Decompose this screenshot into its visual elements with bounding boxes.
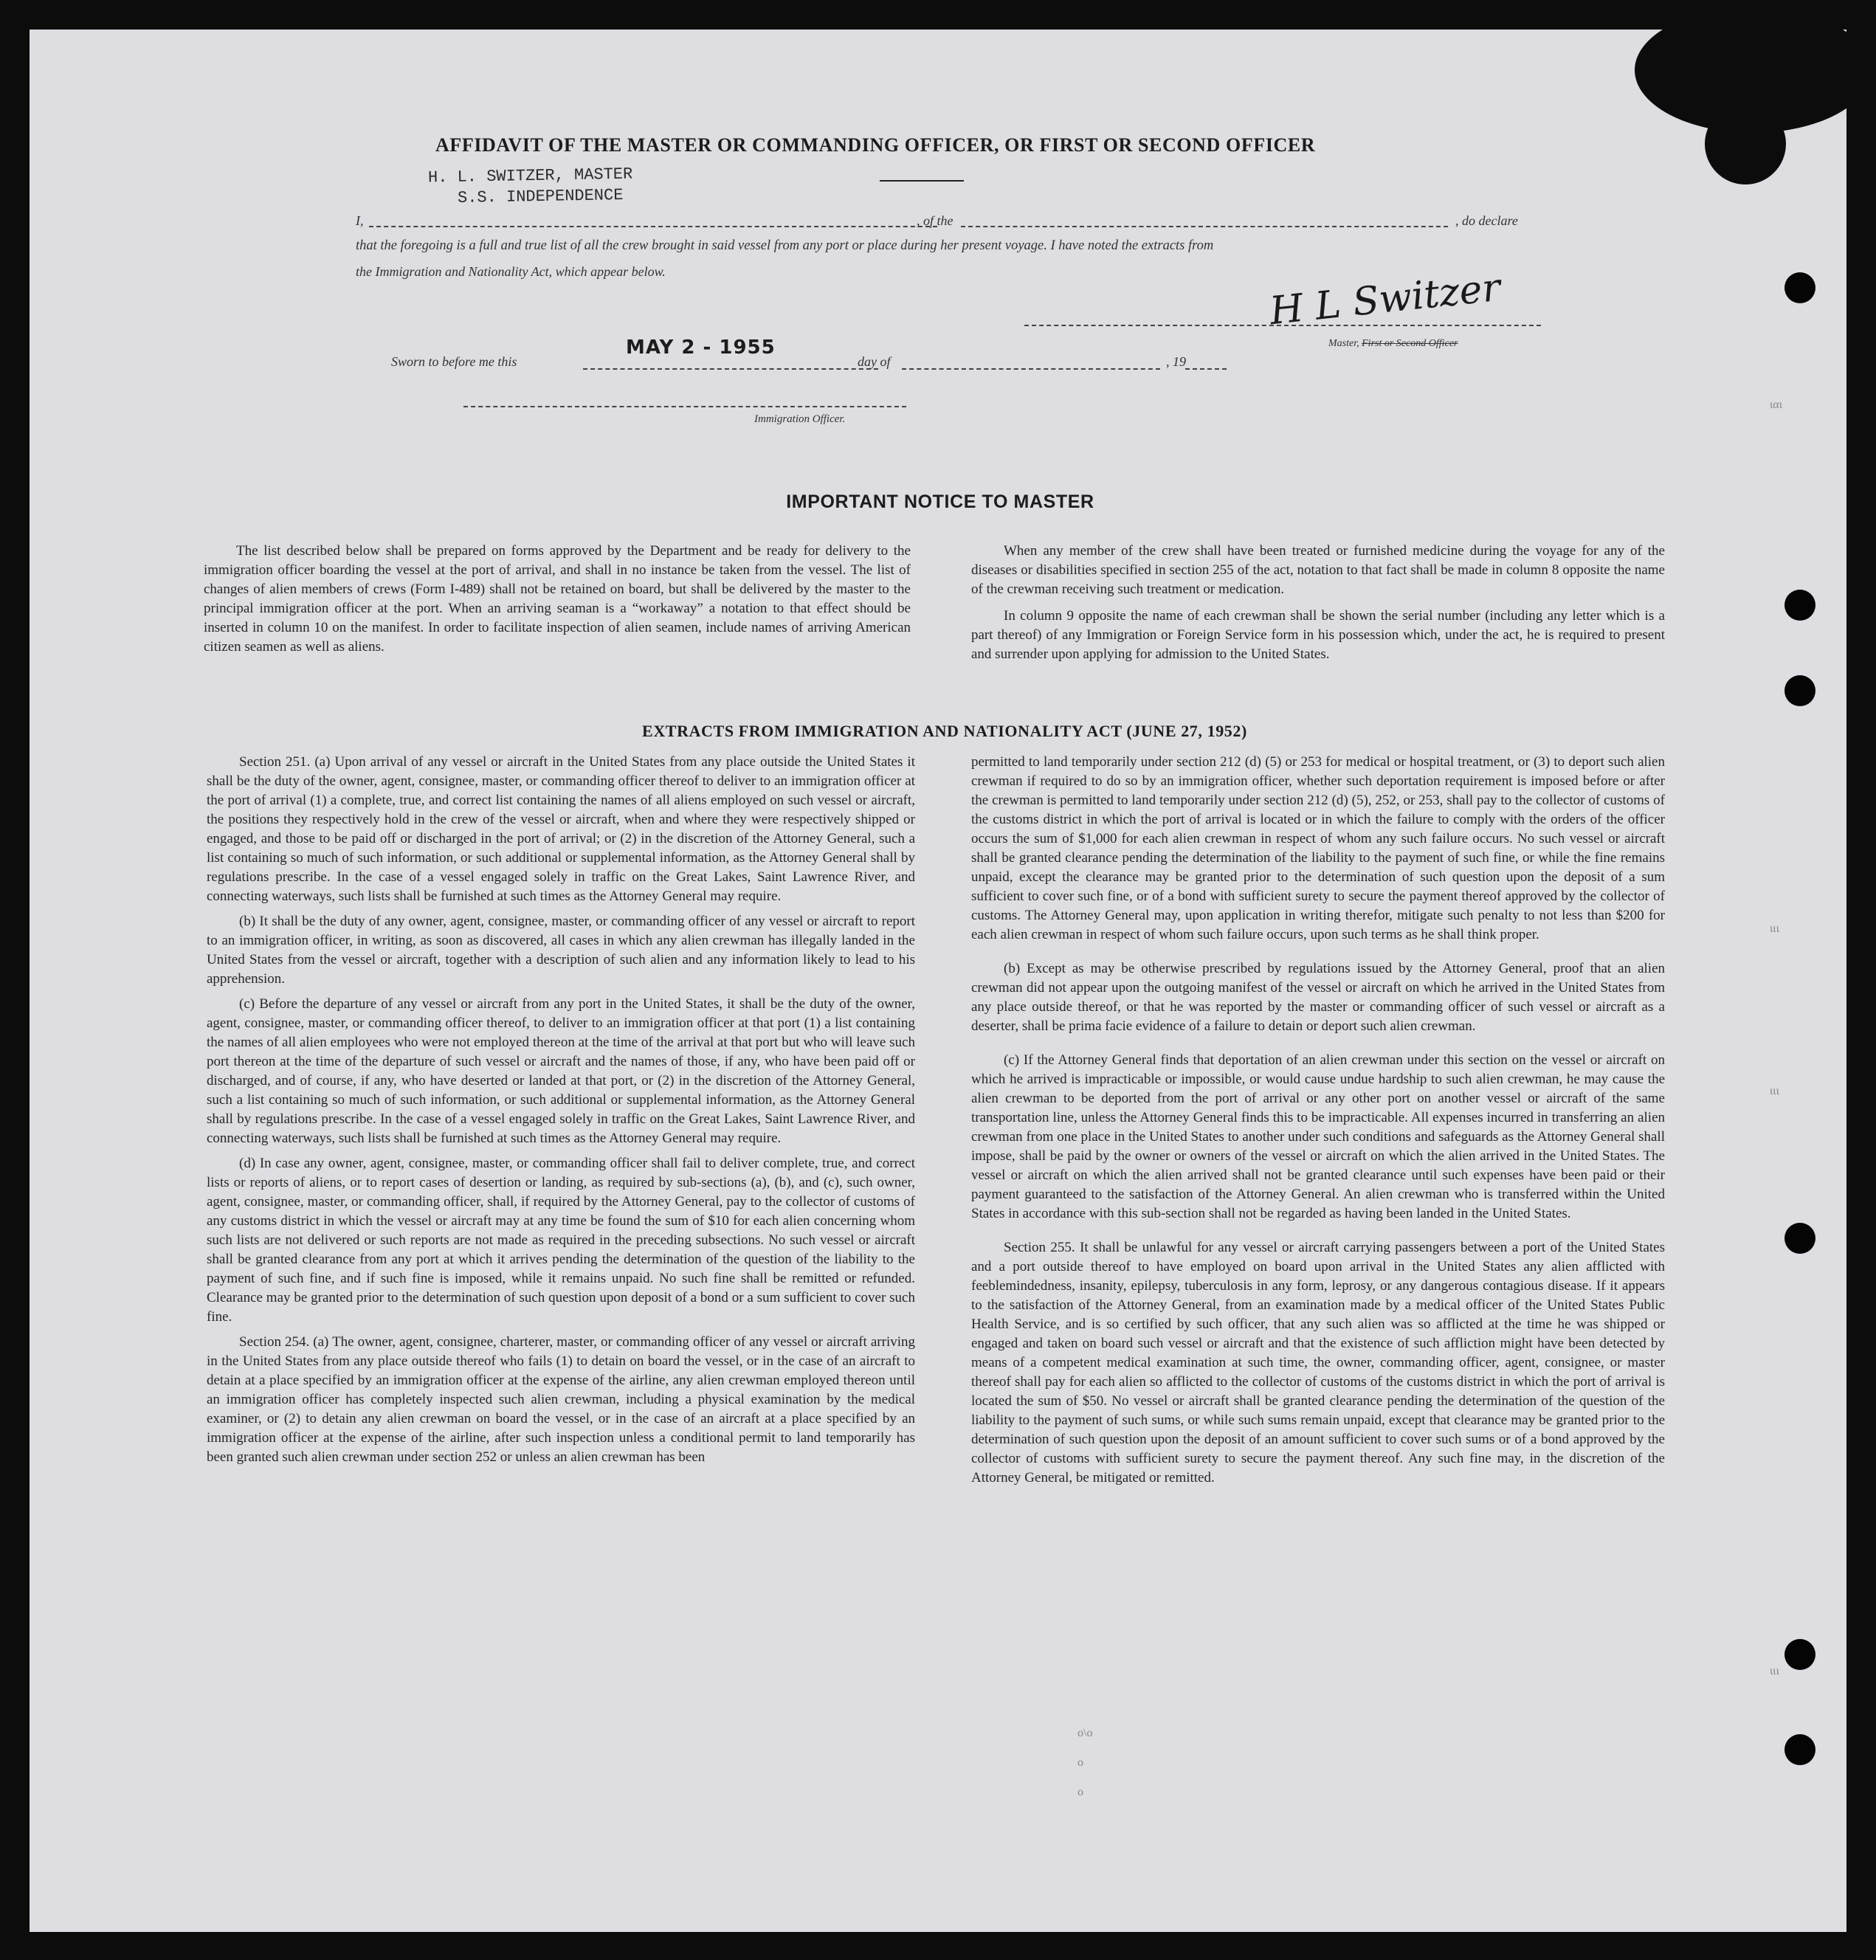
binder-hole [1784,590,1815,621]
declaration-line-2: the Immigration and Nationality Act, which appear below. [356,264,666,279]
extracts-left-column [207,753,915,1473]
binder-hole [1784,675,1815,706]
extract-paragraph: Section 251. (a) Upon arrival of any vessel or aircraft in the United States from any place outside the United States it shall be the duty of the owner, agent, consignee, master, or commanding officer thereof to deliver to an immigration officer at the port of arrival (1) a complete, true, and correct list containing the names of all aliens employed on such vessel or aircraft, the positions they respectively hold in the crew of the vessel or aircraft, when and where they were respectively shipped or engaged, and those to be paid off or discharged in the port of arrival; or (2) in the discretion of the Attorney General, such a list containing so much of such information, or such additional or supplemental information, as the Attorney General shall by regulations prescribe. In the case of a vessel engaged solely in traffic on the Great Lakes, Saint Lawrence River, and connecting waterways, such lists shall be furnished at such times as the Attorney General may require. [207,754,915,904]
extract-paragraph: Section 255. It shall be unlawful for any vessel or aircraft carrying passengers between a port of the United States and a port outside thereof to have employed on board upon arrival in the United States any alien afflicted with feeblemindedness, insanity, epilepsy, tuberculosis in any form, leprosy, or any dangerous contagious disease. If it appears to the satisfaction of the Attorney General, from an examination made by a medical officer of the United States Public Health Service, and is so certified by such officer, that any such alien was so afflicted at the time he was shipped or engaged and taken on board such vessel or aircraft and that the existence of such affliction might have been detected by means of a competent medical examination at such time, the owner, commanding officer, agent, consignee, or master thereof shall pay for each alien so afflicted to the collector of customs of the customs district in which the port of arrival is located the sum of $50. No vessel or aircraft shall be granted clearance pending the determination of the question of the liability to the payment of such sums, or while such sums remain unpaid, except that clearance may be granted prior to the determination of such question upon the deposit of an amount sufficient to cover such sums or of a bond approved by the collector of customs with sufficient surety to secure the payment thereof. Any such fine may, in the discretion of the Attorney General, be mitigated or remitted. [971,1240,1665,1485]
declaration-line-1: that the foregoing is a full and true list of all the crew brought in said vessel from any port or place during her present voyage. I have noted the extracts from [356,238,1214,253]
bleed-through-mark: ιιι [1770,922,1779,935]
extracts-right-column [971,753,1665,1494]
torn-corner-notch [1705,103,1786,184]
binder-hole [1784,1639,1815,1670]
signature-caption: Master, First or Second Officer [1328,338,1458,349]
bleed-through-mark: o\o [1077,1727,1093,1739]
bleed-through-mark: o [1077,1756,1083,1769]
notice-paragraph: In column 9 opposite the name of each crewman shall be shown the serial number (including any letter which is a part thereof) of any Immigration or Foreign Service form in his possession which, under the act, he is required to present and surrender upon applying for admission to the United States. [971,608,1665,662]
sworn-label: Sworn to before me this [391,354,517,369]
year-label: , 19 [1166,354,1186,369]
extract-paragraph: permitted to land temporarily under section 212 (d) (5) or 253 for medical or hospital treatment, or (3) to deport such alien crewman if required to do so by an immigration officer, whether such deportation requirement is imposed before or after the crewman is permitted to land temporarily under section 212 (d) (5), 252, or 253, shall pay to the collector of customs of the customs district in which the port of arrival is located or in which the failure to comply with the orders of the officer occurs the sum of $1,000 for each alien crewman in respect of whom any such failure occurs. No such vessel or aircraft shall be granted clearance pending the determination of the liability to the payment of such fine, or while the fine remains unpaid, except the clearance may be granted prior to the determination of such question upon the deposit of a sum sufficient to cover such fine, or of a bond with sufficient surety to secure the payment thereof approved by the collector of customs. The Attorney General may, upon application in writing therefor, mitigate such penalty to not less than $200 for each alien crewman in respect of whom such failure occurs, upon such terms as he shall think proper. [971,754,1665,942]
bleed-through-mark: ιιι [1770,1085,1779,1097]
day-of-label: day of [858,354,891,369]
bleed-through-mark: o [1077,1786,1083,1798]
notice-left-column [204,542,911,664]
declaration-prefix: I, [356,213,364,228]
extracts-title: EXTRACTS FROM IMMIGRATION AND NATIONALITY ACT (JUNE 27, 1952) [642,722,1247,740]
declaration-suffix: , do declare [1455,213,1518,228]
month-blank [902,368,1160,370]
master-signature: H L Switzer [1267,265,1503,334]
document-page [30,30,1846,1932]
extract-paragraph: Section 254. (a) The owner, agent, consignee, charterer, master, or commanding officer of any vessel or aircraft arriving in the United States from any place outside thereof who fails (1) to detain on board the vessel, or in the case of an aircraft to detain at a place specified by an immigration officer at the expense of the airline, any alien crewman employed thereon until an immigration officer has completely inspected such alien crewman, including a physical examination by the medical examiner, or (2) to detain any alien crewman on board the vessel, or in the case of an aircraft at a place specified by an immigration officer at the expense of the airline, after such inspection unless a conditional permit to land temporarily has been granted such alien crewman under section 252 or unless an alien crewman has been [207,1334,915,1465]
immigration-officer-caption: Immigration Officer. [754,413,846,425]
extract-paragraph: (c) Before the departure of any vessel or aircraft from any port in the United States, it shall be the duty of the owner, agent, consignee, master, or commanding officer thereof, to deliver to an immigration officer at that port (1) a list containing the names of all alien employees who were not employed thereon at the time of the arrival at that port but who will leave such port thereon at the time of the departure of such vessel or aircraft and the names of those, if any, who have been paid off or discharged, and of course, if any, who have deserted or landed at that port, or (2) in the discretion of the Attorney General, such a list containing so much of such information, or such additional or supplemental information, as the Attorney General shall by regulations prescribe. In the case of a vessel engaged solely in traffic on the Great Lakes, Saint Lawrence River, and connecting waterways, such lists shall be furnished at such times as the Attorney General may require. [207,996,915,1146]
binder-hole [1784,1223,1815,1254]
extract-paragraph: (b) It shall be the duty of any owner, agent, consignee, master, or commanding officer of any vessel or aircraft to report to an immigration officer, in writing, as soon as discovered, all cases in which any alien crewman has illegally landed in the United States from the vessel or aircraft, together with a description of such alien and any information likely to lead to his apprehension. [207,914,915,987]
extract-paragraph: (d) In case any owner, agent, consignee, master, or commanding officer shall fail to deliver complete, true, and correct lists or reports of aliens, or to report cases of desertion or landing, as required by sub-sections (a), (b), and (c), such owner, agent, consignee, master, or commanding officer, shall, if required by the Attorney General, pay to the collector of customs of any customs district in which the vessel or aircraft may at any time be found the sum of $10 for each alien concerning whom such lists are not delivered or such reports are not made as required in the preceding subsections. No such vessel or aircraft shall be granted clearance from any port at which it arrives pending the determination of the question of the liability to the payment of such fine, and if such fine is imposed, while it remains unpaid. No such fine shall be remitted or refunded. Clearance may be granted prior to the determination of such question upon deposit of a bond or a sum sufficient to cover such fine. [207,1156,915,1325]
sworn-day-blank [583,368,878,370]
vessel-blank [961,226,1448,227]
immigration-officer-line [463,406,906,407]
title-underline [880,180,964,182]
year-blank [1185,368,1227,370]
notice-right-column [971,542,1665,672]
extract-paragraph: (c) If the Attorney General finds that deportation of an alien crewman under this section on the vessel or aircraft on which he arrived is impracticable or impossible, or would cause undue hardship to such alien crewman, he may cause the alien crewman to be deported from the port of arrival or any other port on another vessel or aircraft of the same transportation line, unless the Attorney General finds this to be impracticable. All expenses incurred in transferring an alien crewman from one place in the United States to another under such conditions and safeguards as the Attorney General shall impose, shall be paid by the owner or owners of the vessel or aircraft on which the alien arrived in the United States. The vessel or aircraft on which the alien arrived shall not be granted clearance until such expenses have been paid or their payment guaranteed to the satisfaction of the Attorney General. An alien crewman who is transferred within the United States in accordance with this sub-section shall not be regarded as having been landed in the United States. [971,1052,1665,1221]
notice-title: IMPORTANT NOTICE TO MASTER [786,491,1094,512]
notice-paragraph: The list described below shall be prepared on forms approved by the Department and be ready for delivery to the immigration officer boarding the vessel at the port of arrival, and shall in no instance be taken from the vessel. The list of changes of alien members of crews (Form I-489) shall not be retained on board, but shall be delivered by the master to the principal immigration officer at the port. When an arriving seaman is a “workaway” a notation to that effect should be inserted in column 10 on the manifest. In order to facilitate inspection of alien seamen, include names of arriving American citizen seamen as well as aliens. [204,543,911,655]
name-blank [369,226,937,227]
declaration-of-the: , of the [917,213,953,228]
binder-hole [1784,1734,1815,1765]
bleed-through-mark: ιιι [1770,1665,1779,1677]
bleed-through-mark: ιαι [1770,398,1782,411]
binder-hole [1784,272,1815,303]
extract-paragraph: (b) Except as may be otherwise prescribed by regulations issued by the Attorney General, proof that an alien crewman did not appear upon the outgoing manifest of the vessel or aircraft on which he arrived in the United States from any place outside thereof, or that he was reported by the master or commanding officer of such vessel or aircraft as a deserter, shall be prima facie evidence of a failure to detain or deport such alien crewman. [971,961,1665,1034]
notice-paragraph: When any member of the crew shall have been treated or furnished medicine during the voyage for any of the diseases or disabilities specified in section 255 of the act, notation to that fact shall be made in column 8 opposite the name of the crewman receiving such treatment or medication. [971,543,1665,597]
typed-vessel-name: S.S. INDEPENDENCE [457,186,624,207]
affidavit-title: AFFIDAVIT OF THE MASTER OR COMMANDING OFFICER, OR FIRST OR SECOND OFFICER [435,134,1316,156]
typed-master-name: H. L. SWITZER, MASTER [427,165,633,187]
date-stamp: MAY 2 - 1955 [626,337,776,359]
